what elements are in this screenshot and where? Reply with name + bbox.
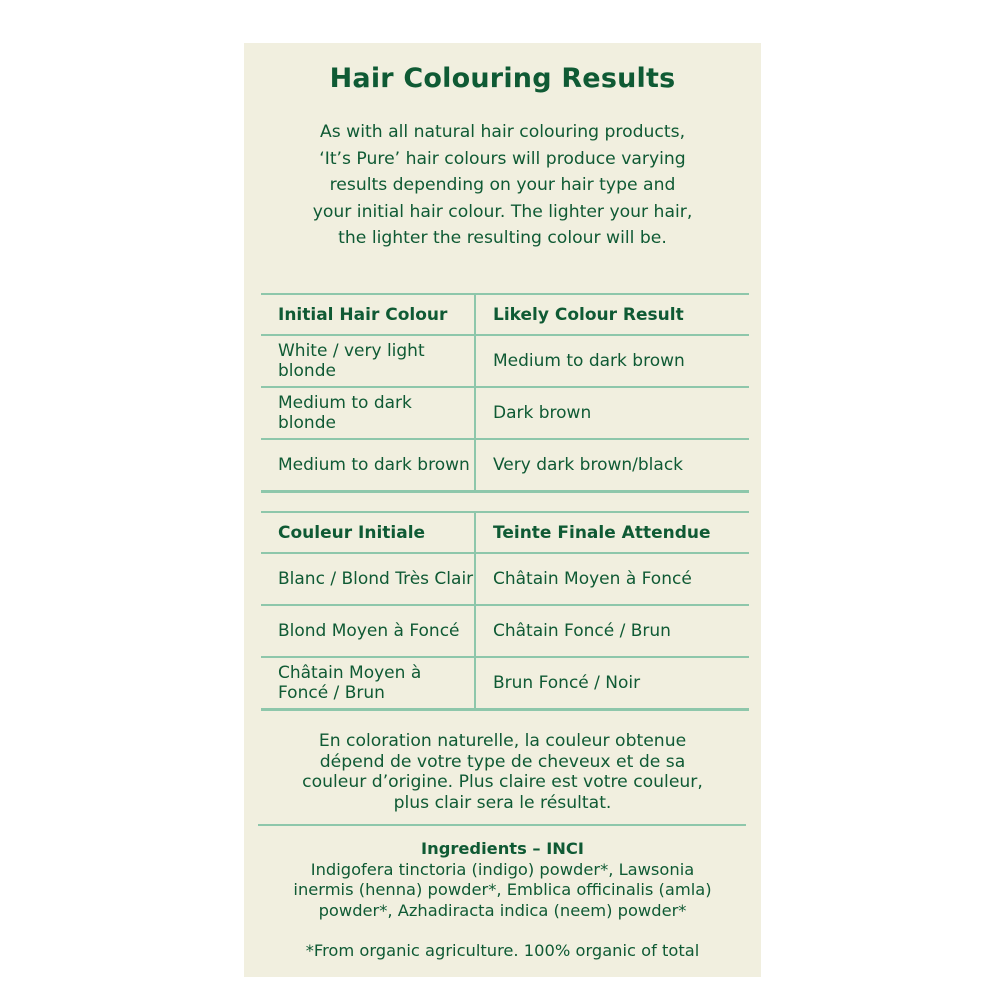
english-results-table bbox=[261, 293, 749, 493]
table-row bbox=[261, 387, 749, 439]
ingredients-line: Indigofera tinctoria (indigo) powder*, Lawsonia bbox=[310, 859, 695, 879]
intro-line: results depending on your hair type and bbox=[329, 175, 676, 195]
table-row bbox=[261, 553, 749, 605]
ingredients-line: powder*, Azhadiracta indica (neem) powder* bbox=[318, 900, 687, 920]
french-results-table bbox=[261, 511, 749, 711]
intro-line: As with all natural hair colouring products, bbox=[319, 122, 686, 142]
column-header-result: Teinte Finale Attendue bbox=[475, 512, 749, 553]
intro-line: the lighter the resulting colour will be. bbox=[338, 228, 667, 248]
result-colour-cell: Châtain Foncé / Brun bbox=[475, 605, 749, 657]
intro-line: your initial hair colour. The lighter your hair, bbox=[312, 201, 693, 222]
table-header-row bbox=[261, 512, 749, 553]
french-line: dépend de votre type de cheveux et de sa bbox=[319, 751, 686, 772]
table-header-row bbox=[261, 294, 749, 335]
table-row bbox=[261, 657, 749, 710]
product-info-card bbox=[244, 43, 761, 977]
column-header-result: Likely Colour Result bbox=[475, 294, 749, 335]
intro-line: ‘It’s Pure’ hair colours will produce varying bbox=[319, 148, 686, 169]
initial-colour-cell: Châtain Moyen à Foncé / Brun bbox=[261, 657, 475, 710]
organic-footnote: *From organic agriculture. 100% organic of total bbox=[305, 941, 700, 960]
initial-colour-cell: Blanc / Blond Très Clair bbox=[261, 553, 475, 605]
french-line: plus clair sera le résultat. bbox=[393, 792, 612, 813]
initial-colour-cell: Blond Moyen à Foncé bbox=[261, 605, 475, 657]
result-colour-cell: Very dark brown/black bbox=[475, 439, 749, 492]
intro-paragraph bbox=[258, 119, 747, 252]
result-colour-cell: Medium to dark brown bbox=[475, 335, 749, 387]
ingredients-section bbox=[258, 839, 747, 921]
result-colour-cell: Brun Foncé / Noir bbox=[475, 657, 749, 710]
column-header-initial: Couleur Initiale bbox=[261, 512, 475, 553]
initial-colour-cell: White / very light blonde bbox=[261, 335, 475, 387]
page-title: Hair Colouring Results bbox=[329, 63, 676, 94]
divider bbox=[258, 824, 746, 826]
initial-colour-cell: Medium to dark blonde bbox=[261, 387, 475, 439]
result-colour-cell: Châtain Moyen à Foncé bbox=[475, 553, 749, 605]
ingredients-line: inermis (henna) powder*, Emblica officinalis (amla) bbox=[293, 880, 712, 899]
column-header-initial: Initial Hair Colour bbox=[261, 294, 475, 335]
french-paragraph bbox=[258, 731, 747, 813]
result-colour-cell: Dark brown bbox=[475, 387, 749, 439]
french-line: En coloration naturelle, la couleur obtenue bbox=[318, 731, 687, 751]
french-line: couleur d’origine. Plus claire est votre couleur, bbox=[302, 772, 703, 792]
ingredients-title: Ingredients – INCI bbox=[421, 839, 584, 858]
initial-colour-cell: Medium to dark brown bbox=[261, 439, 475, 492]
table-row bbox=[261, 335, 749, 387]
table-row bbox=[261, 605, 749, 657]
table-row bbox=[261, 439, 749, 492]
